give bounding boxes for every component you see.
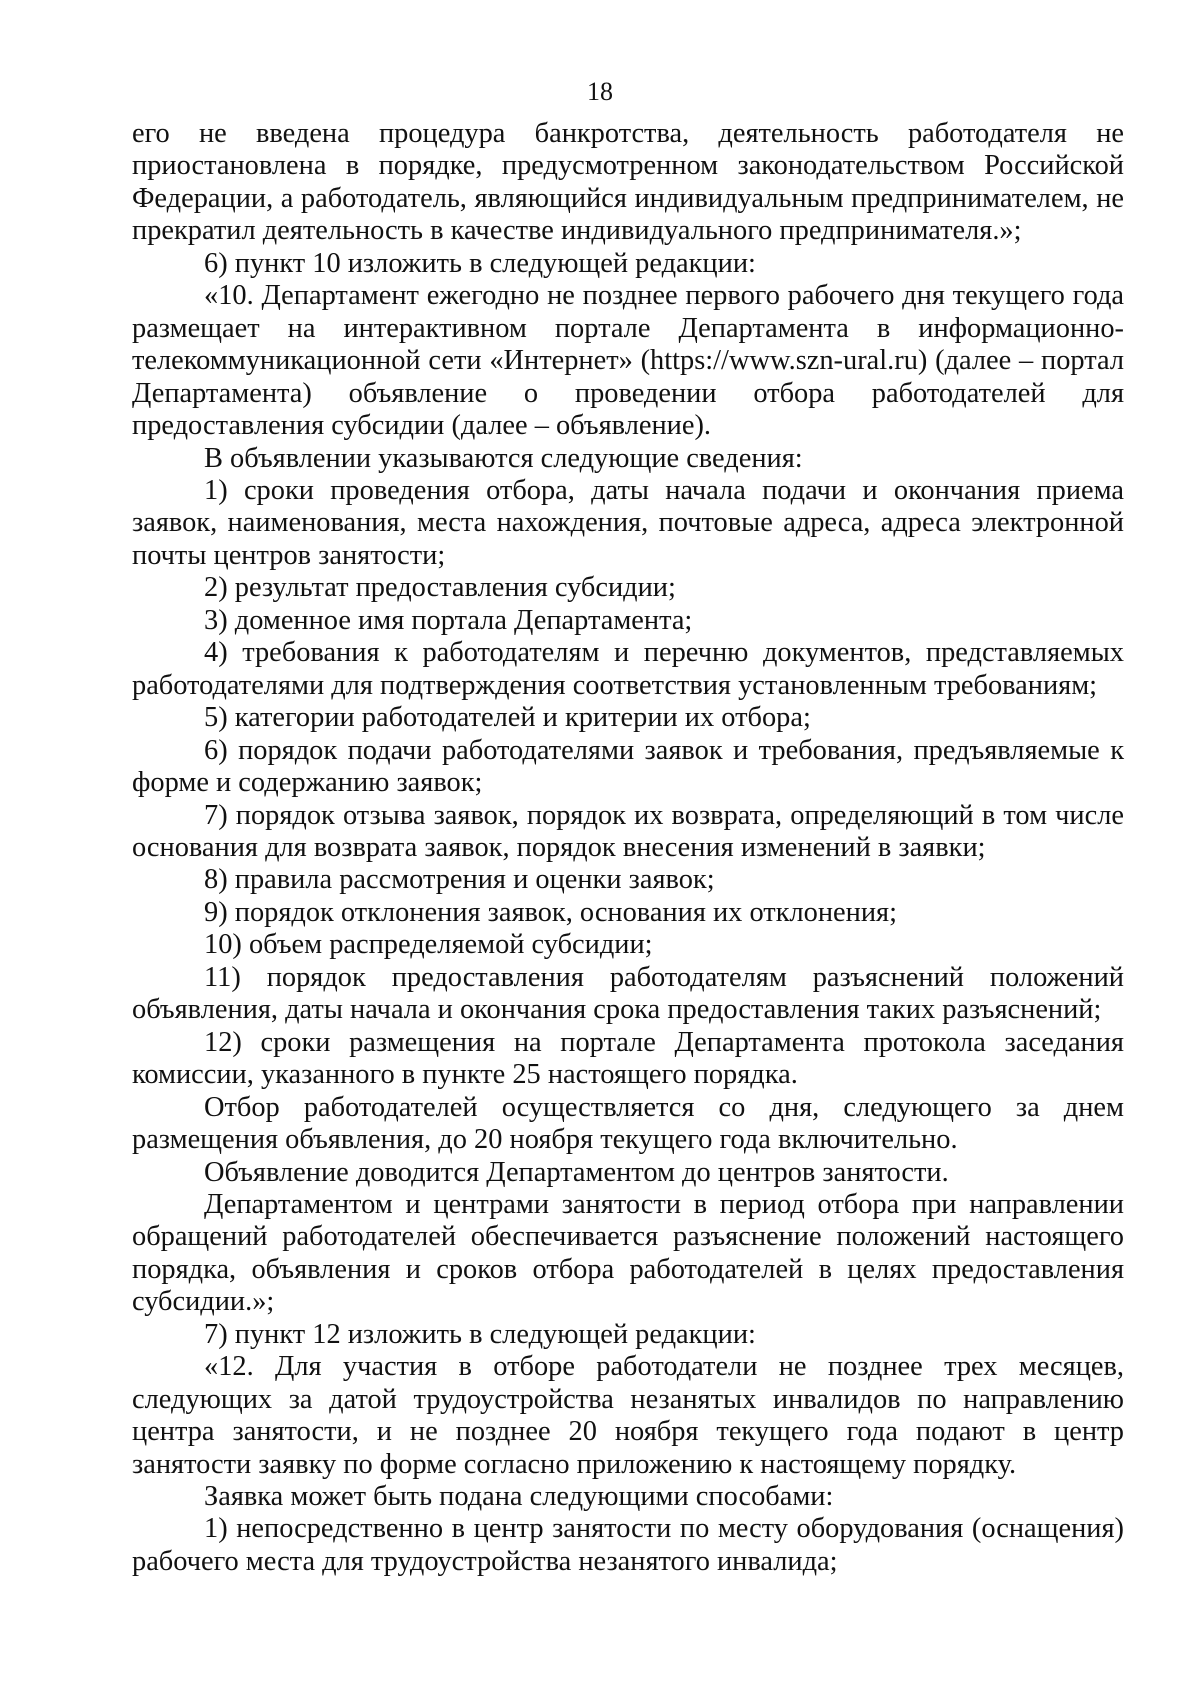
page-number: 18 <box>587 77 613 106</box>
submission-method-1: 1) непосредственно в центр занятости по месту оборудования (оснащения) рабочего места для трудоустройства незанятого инвалида; <box>132 1513 1124 1577</box>
list-item-5: 5) категории работодателей и критерии их отбора; <box>204 702 811 734</box>
paragraph-point-12: «12. Для участия в отборе работодатели не позднее трех месяцев, следующих за датой трудоустройства незанятых инвалидов по направлению центра занятости, и не позднее 20 ноября текущего года подают в центр занятости заявку по форме согласно приложению к настоящему порядку. <box>132 1351 1124 1480</box>
list-item-3: 3) доменное имя портала Департамента; <box>204 604 693 636</box>
paragraph-amendment-6: 6) пункт 10 изложить в следующей редакции: <box>204 247 756 279</box>
list-item-11: 11) порядок предоставления работодателям разъяснений положений объявления, даты начала и окончания срока предоставления таких разъяснений; <box>132 961 1124 1026</box>
list-item-8: 8) правила рассмотрения и оценки заявок; <box>204 864 715 896</box>
list-item-9: 9) порядок отклонения заявок, основания их отклонения; <box>204 896 897 928</box>
document-body <box>132 118 1124 1578</box>
paragraph-amendment-7: 7) пункт 12 изложить в следующей редакции: <box>204 1318 756 1350</box>
paragraph-announcement-delivery: Объявление доводится Департаментом до центров занятости. <box>204 1156 949 1188</box>
paragraph-announcement-info: В объявлении указываются следующие сведения: <box>204 442 803 474</box>
list-item-1: 1) сроки проведения отбора, даты начала подачи и окончания приема заявок, наименования, места нахождения, почтовые адреса, адреса электронной почты центров занятости; <box>132 474 1124 571</box>
paragraph-submission-methods: Заявка может быть подана следующими способами: <box>204 1481 834 1513</box>
paragraph-clarification: Департаментом и центрами занятости в период отбора при направлении обращений работодателей обеспечивается разъяснение положений настоящего порядка, объявления и сроков отбора работодателей в целях предоставления субсидии.»; <box>132 1188 1124 1318</box>
paragraph-selection-period: Отбор работодателей осуществляется со дня, следующего за днем размещения объявления, до 20 ноября текущего года включительно. <box>132 1091 1124 1156</box>
list-item-12: 12) сроки размещения на портале Департамента протокола заседания комиссии, указанного в пункте 25 настоящего порядка. <box>132 1026 1124 1091</box>
list-item-10: 10) объем распределяемой субсидии; <box>204 929 653 961</box>
list-item-6: 6) порядок подачи работодателями заявок и требования, предъявляемые к форме и содержанию заявок; <box>132 734 1124 799</box>
list-item-4: 4) требования к работодателям и перечню документов, представляемых работодателями для подтверждения соответствия установленным требованиям; <box>132 637 1124 701</box>
list-item-7: 7) порядок отзыва заявок, порядок их возврата, определяющий в том числе основания для возврата заявок, порядок внесения изменений в заявки; <box>132 799 1124 863</box>
paragraph-continuation: его не введена процедура банкротства, деятельность работодателя не приостановлена в порядке, предусмотренном законодательством Российской Федерации, а работодатель, являющийся индивидуальным предпринимателем, не прекратил деятельность в качестве индивидуального предпринимателя.»; <box>132 118 1124 247</box>
paragraph-point-10: «10. Департамент ежегодно не позднее первого рабочего дня текущего года размещает на интерактивном портале Департамента в информационно-телекоммуникационной сети «Интернет» (https://www.szn-ural.ru) (далее – портал Департамента) объявление о проведении отбора работодателей для предоставления субсидии (далее – объявление). <box>132 280 1124 442</box>
list-item-2: 2) результат предоставления субсидии; <box>204 572 676 604</box>
